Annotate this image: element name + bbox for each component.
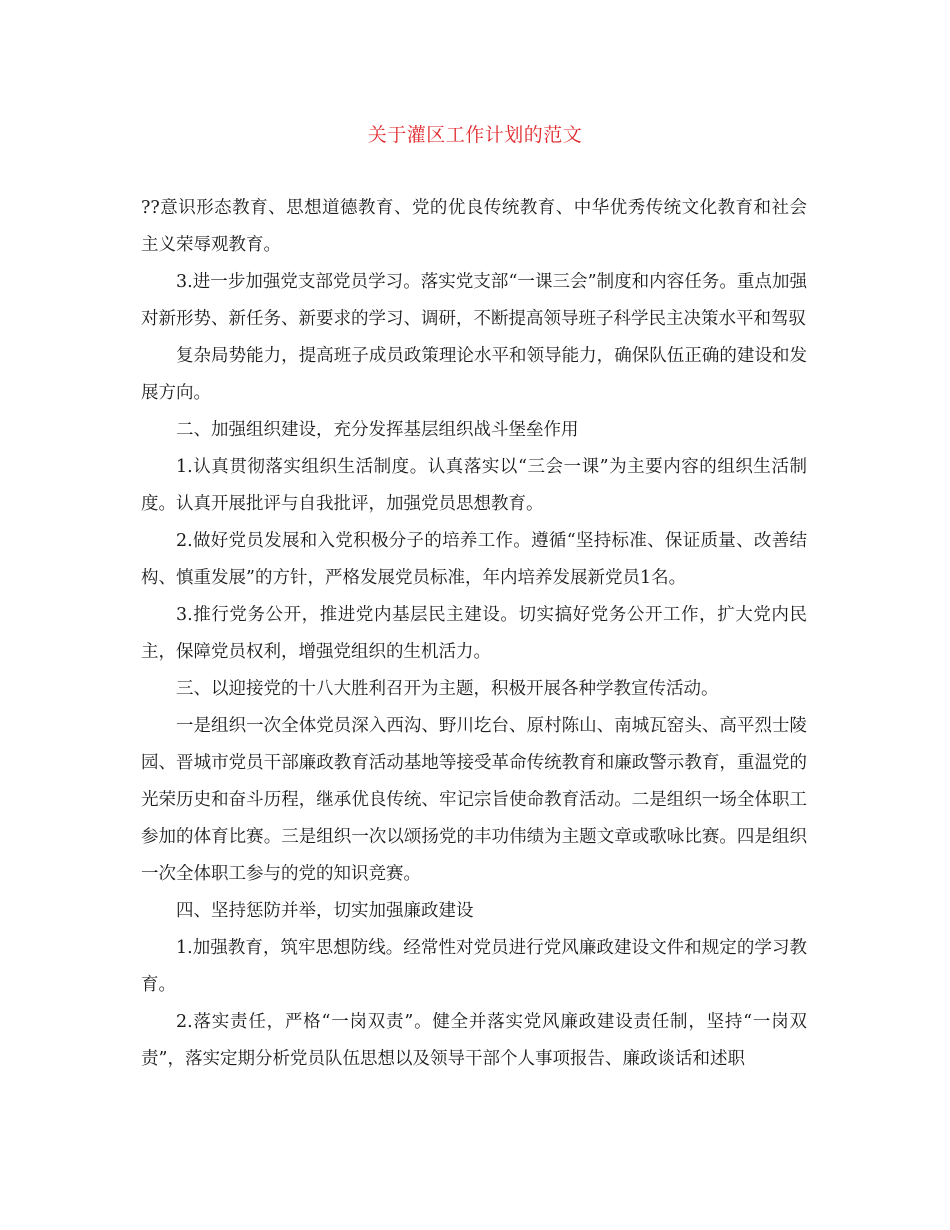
paragraph: 3.进一步加强党支部党员学习。落实党支部“一课三会”制度和内容任务。重点加强对新形势、新任务、新要求的学习、调研，不断提高领导班子科学民主决策水平和驾驭 xyxy=(141,272,807,329)
paragraph: 2.落实责任，严格“一岗双责”。健全并落实党风廉政建设责任制，坚持“一岗双责”，落实定期分析党员队伍思想以及领导干部个人事项报告、廉政谈话和述职 xyxy=(141,1012,807,1069)
document-body xyxy=(141,190,807,1078)
paragraph: 1.认真贯彻落实组织生活制度。认真落实以“三会一课”为主要内容的组织生活制度。认真开展批评与自我批评，加强党员思想教育。 xyxy=(141,457,807,514)
paragraph: ??意识形态教育、思想道德教育、党的优良传统教育、中华优秀传统文化教育和社会主义荣辱观教育。 xyxy=(141,198,807,255)
paragraph: 三、以迎接党的十八大胜利召开为主题，积极开展各种学教宣传活动。 xyxy=(176,679,719,699)
paragraph: 复杂局势能力，提高班子成员政策理论水平和领导能力，确保队伍正确的建设和发展方向。 xyxy=(141,346,807,403)
paragraph: 2.做好党员发展和入党积极分子的培养工作。遵循“坚持标准、保证质量、改善结构、慎重发展”的方针，严格发展党员标准，年内培养发展新党员1名。 xyxy=(141,531,807,588)
paragraph: 1.加强教育，筑牢思想防线。经常性对党员进行党风廉政建设文件和规定的学习教育。 xyxy=(141,938,807,995)
paragraph: 一是组织一次全体党员深入西沟、野川圪台、原村陈山、南城瓦窑头、高平烈士陵园、晋城市党员干部廉政教育活动基地等接受革命传统教育和廉政警示教育，重温党的光荣历史和奋斗历程，继承优良传统、牢记宗旨使命教育活动。二是组织一场全体职工参加的体育比赛。三是组织一次以颂扬党的丰功伟绩为主题文章或歌咏比赛。四是组织一次全体职工参与的党的知识竞赛。 xyxy=(141,716,807,884)
paragraph: 3.推行党务公开，推进党内基层民主建设。切实搞好党务公开工作，扩大党内民主，保障党员权利，增强党组织的生机活力。 xyxy=(141,605,807,662)
document-title: 关于灌区工作计划的范文 xyxy=(367,124,583,146)
paragraph: 二、加强组织建设，充分发挥基层组织战斗堡垒作用 xyxy=(176,420,579,440)
paragraph: 四、坚持惩防并举，切实加强廉政建设 xyxy=(176,901,474,921)
